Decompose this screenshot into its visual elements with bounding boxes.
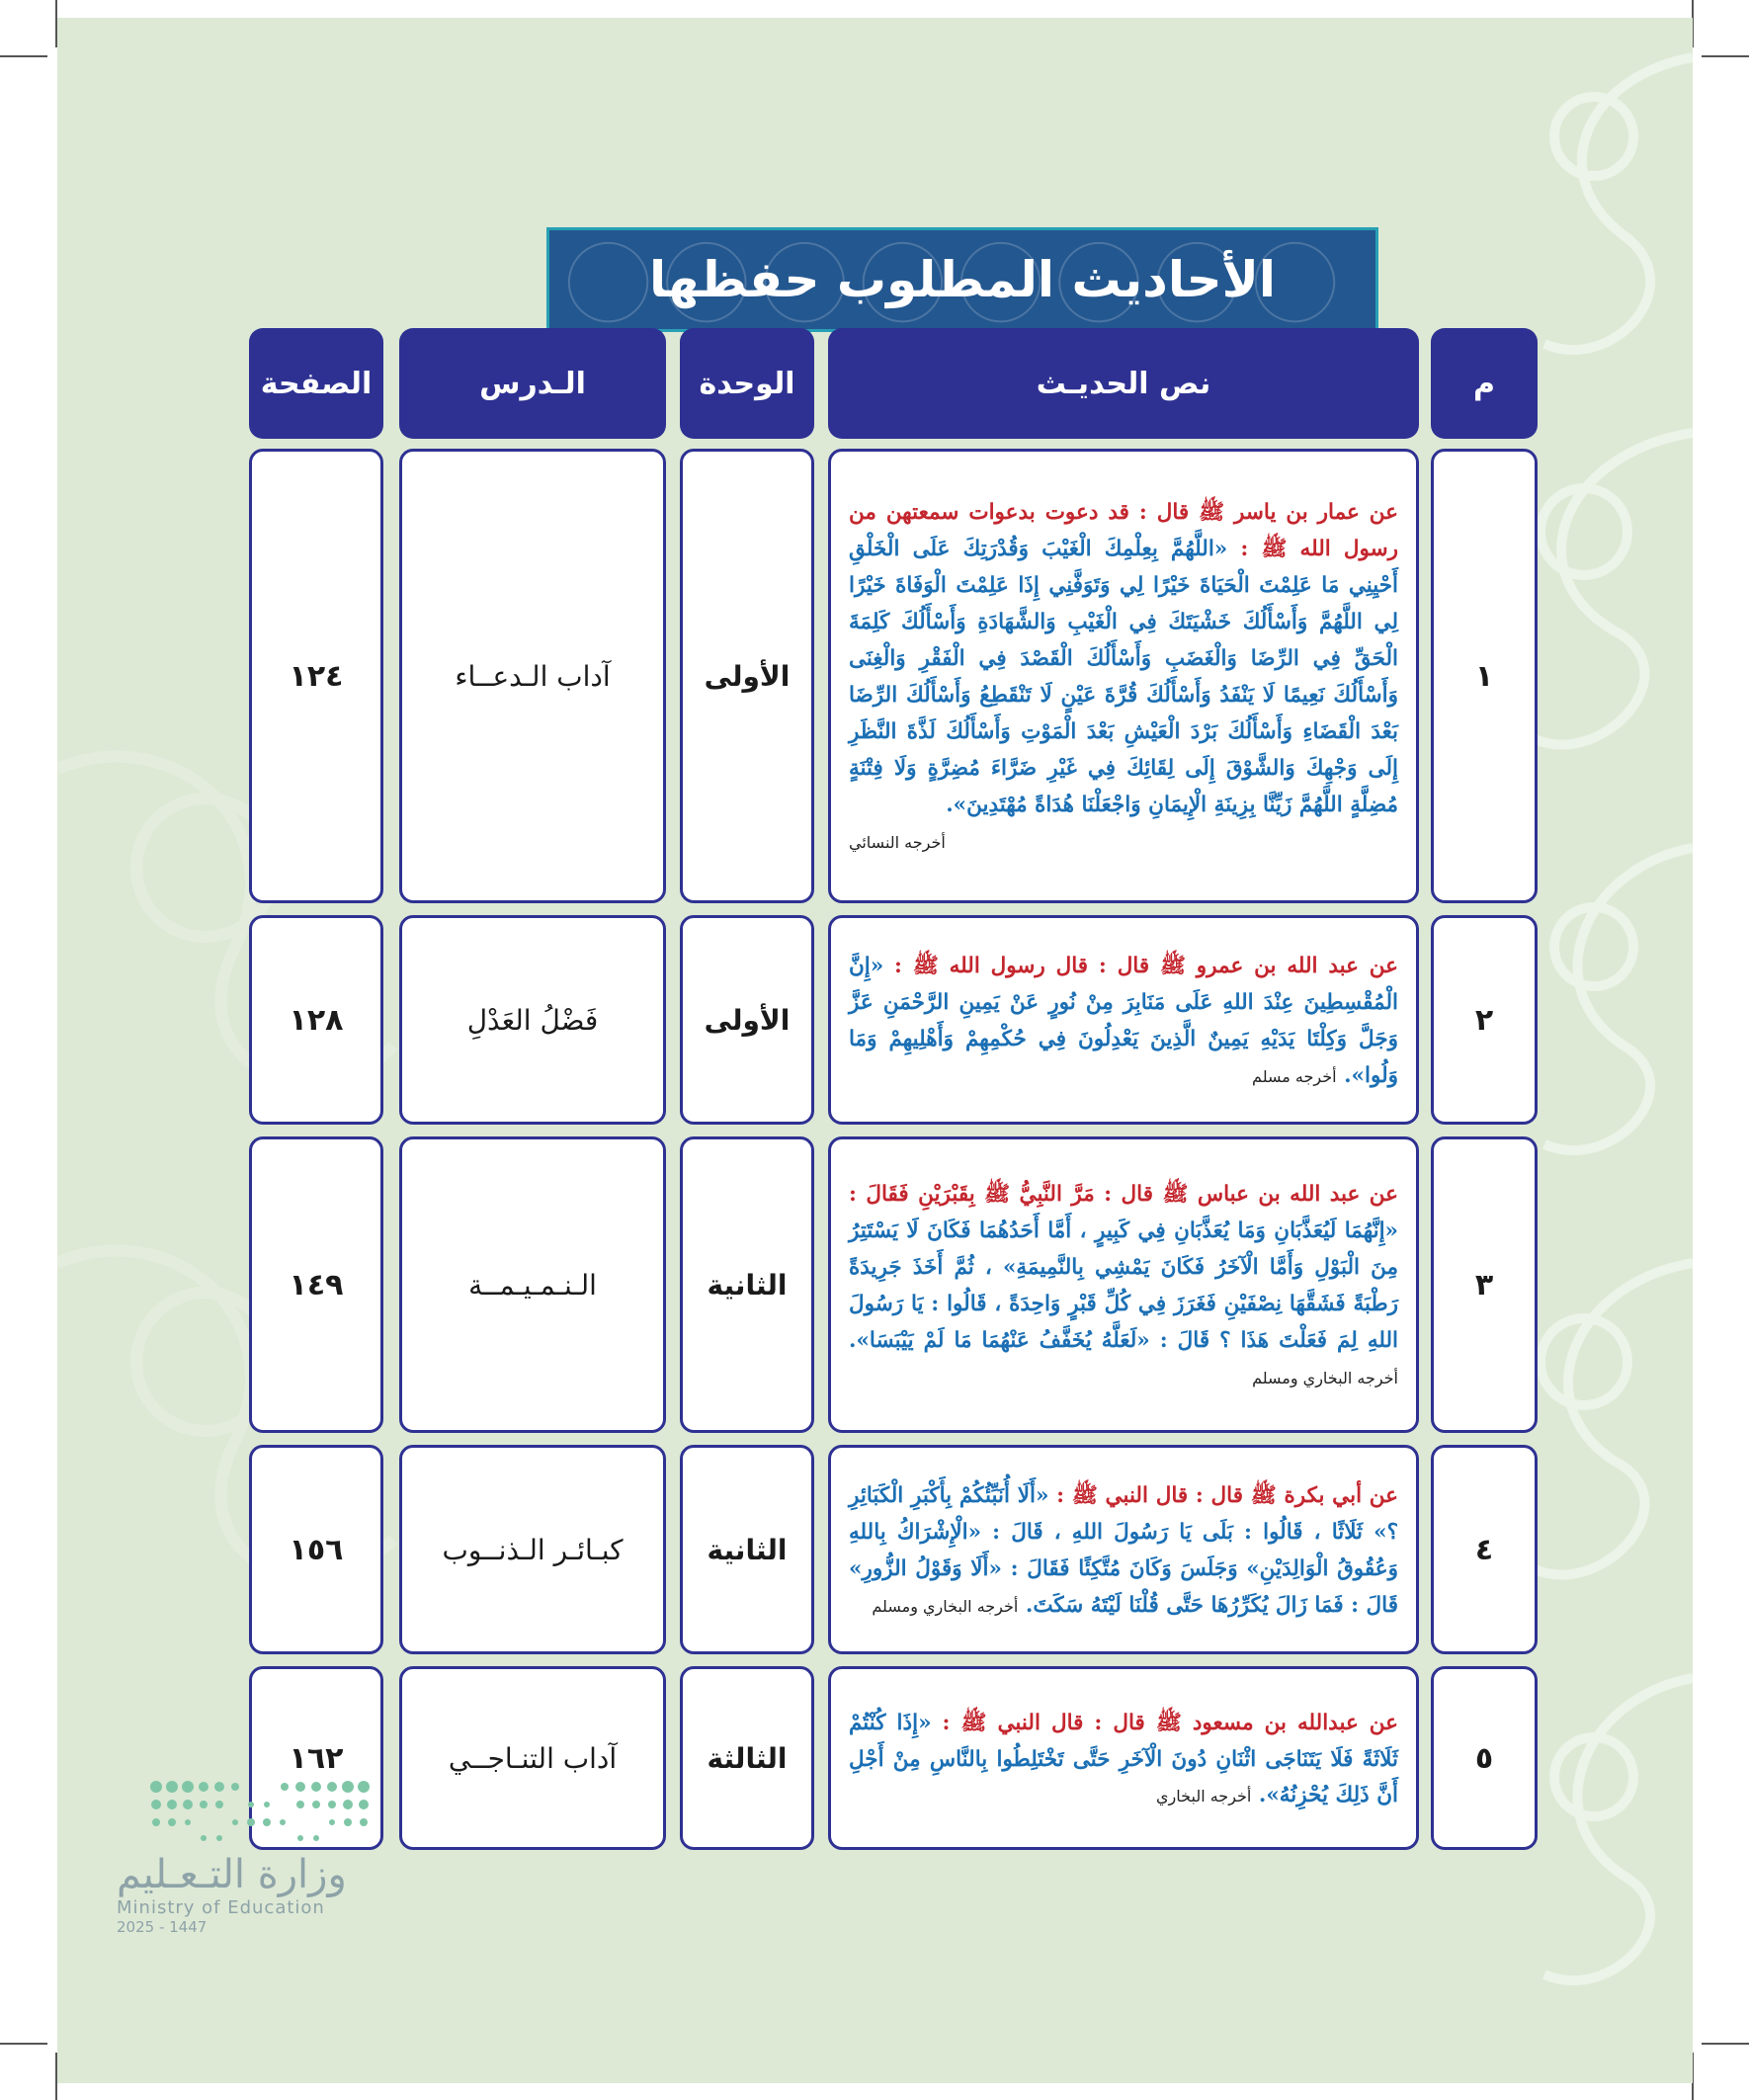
logo-year: 2025 - 1447 [117,1918,208,1936]
row-index: ١ [1474,658,1494,694]
lesson-value: آداب التنـاجــي [448,1741,618,1775]
hadith-intro: عن عبد الله بن عمرو ﷺ قال : قال رسول الله ﷺ : [894,954,1398,979]
header-page [249,328,383,439]
unit-value: الأولى [704,659,791,693]
hadith-body: «اللَّهُمَّ بِعِلْمِكَ الْغَيْبَ وَقُدْرَتِكَ عَلَى الْخَلْقِ أَحْيِنِي مَا عَلِمْتَ الْحَيَاةَ خَيْرًا لِي وَتَوَفَّنِي إِذَا عَلِمْتَ الْوَفَاةَ خَيْرًا لِي اللَّهُمَّ وَأَسْأَلُكَ خَشْيَتَكَ فِي الْغَيْبِ وَالشَّهَادَةِ وَأَسْأَلُكَ كَلِمَةَ الْحَقِّ فِي الرِّضَا وَالْغَضَبِ وَأَسْأَلُكَ الْقَصْدَ فِي الْفَقْرِ وَالْغِنَى وَأَسْأَلُكَ نَعِيمًا لَا يَنْفَدُ وَأَسْأَلُكَ قُرَّةَ عَيْنٍ لَا تَنْقَطِعُ وَأَسْأَلُكَ الرِّضَا بَعْدَ الْقَضَاءِ وَأَسْأَلُكَ بَرْدَ الْعَيْشِ بَعْدَ الْمَوْتِ وَأَسْأَلُكَ لَذَّةَ النَّظَرِ إِلَى وَجْهِكَ وَالشَّوْقَ إِلَى لِقَائِكَ فِي غَيْرِ ضَرَّاءَ مُضِرَّةٍ وَلَا فِتْنَةٍ مُضِلَّةٍ اللَّهُمَّ زَيِّنَّا بِزِينَةِ الْإِيمَانِ وَاجْعَلْنَا هُدَاةً مُهْتَدِينَ». [849,537,1398,817]
lesson-cell [399,1445,666,1654]
logo-arabic: وزارة التـعـليم [117,1852,347,1897]
lesson-value: فَضْلُ العَدْلِ [466,1003,599,1037]
header-hadith-text-label: نص الحديـث [1036,366,1211,401]
hadith-text [831,479,1416,873]
page [57,18,1693,2083]
row-index: ٣ [1474,1267,1494,1302]
unit-value: الثالثة [707,1741,788,1775]
crop-mark [1702,2043,1749,2045]
header-lesson [399,328,666,439]
hadith-body: «إِنَّهُمَا لَيُعَذَّبَانِ وَمَا يُعَذَّبَانِ فِي كَبِيرٍ ، أَمَّا أَحَدُهُمَا فَكَانَ لَا يَسْتَتِرُ مِنَ الْبَوْلِ وَأَمَّا الْآخَرُ فَكَانَ يَمْشِي بِالنَّمِيمَةِ» ، ثُمَّ أَخَذَ جَرِيدَةً رَطْبَةً فَشَقَّهَا نِصْفَيْنِ فَغَرَزَ فِي كُلِّ قَبْرٍ وَاحِدَةً ، قَالُوا : يَا رَسُولَ اللهِ لِمَ فَعَلْتَ هَذَا ؟ قَالَ : «لَعَلَّهُ يُخَفَّفُ عَنْهُمَا مَا لَمْ يَيْبَسَا». [849,1218,1398,1353]
header-index-label: م [1473,366,1495,401]
hadith-intro: عن عبد الله بن عباس ﷺ قال : مَرَّ النَّبِيُّ ﷺ بِقَبْرَيْنِ فَقَالَ : [849,1182,1398,1208]
table-row-index [1431,915,1538,1125]
crop-mark [0,2043,47,2045]
hadith-intro: عن عبدالله بن مسعود ﷺ قال : قال النبي ﷺ : [942,1710,1398,1735]
lesson-value: آداب الـدعــاء [455,659,611,693]
hadith-cell [828,449,1419,903]
lesson-cell [399,915,666,1125]
row-index: ٥ [1474,1740,1494,1776]
ministry-logo [117,1777,374,1936]
lesson-cell [399,1136,666,1433]
header-unit [680,328,814,439]
hadith-source: أخرجه البخاري ومسلم [1252,1368,1398,1387]
hadith-intro: عن أبي بكرة ﷺ قال : قال النبي ﷺ : [1056,1483,1398,1509]
lesson-value: الـنـمـيـمــة [468,1268,597,1302]
unit-value: الثانية [707,1268,788,1302]
page-title: الأحاديث المطلوب حفظها [649,251,1277,308]
page-value: ١٢٨ [289,1002,344,1038]
table-row-index [1431,1445,1538,1654]
hadith-cell [828,915,1419,1125]
hadith-text [831,1690,1416,1827]
unit-value: الثانية [707,1533,788,1566]
header-unit-label: الوحدة [699,366,795,401]
table-row-index [1431,449,1538,903]
hadith-text [831,1463,1416,1637]
unit-cell [680,915,814,1125]
hadith-cell [828,1666,1419,1850]
page-cell [249,915,383,1125]
lesson-cell [399,449,666,903]
unit-cell [680,449,814,903]
page-value: ١٢٤ [289,658,344,694]
hadith-cell [828,1136,1419,1433]
header-lesson-label: الـدرس [479,366,586,401]
title-banner [546,227,1378,332]
hadith-text [831,933,1416,1107]
hadith-source: أخرجه النسائي [849,832,946,852]
crop-mark [0,55,47,57]
logo-dots-icon [146,1777,374,1846]
page-value: ١٥٦ [289,1532,344,1567]
page-value: ١٤٩ [289,1267,344,1302]
hadith-source: أخرجه البخاري [1156,1787,1252,1806]
header-page-label: الصفحة [260,366,373,401]
table-row-index [1431,1136,1538,1433]
header-index [1431,328,1538,439]
hadith-body: «أَلَا أُنَبِّئُكُمْ بِأَكْبَرِ الْكَبَائِرِ ؟» ثَلَاثًا ، قَالُوا : بَلَى يَا رَسُولَ اللهِ ، قَالَ : «الْإِشْرَاكُ بِاللهِ وَعُقُوقُ الْوَالِدَيْنِ» وَجَلَسَ وَكَانَ مُتَّكِئًا فَقَالَ : «أَلَا وَقَوْلُ الزُّورِ» قَالَ : فَمَا زَالَ يُكَرِّرُهَا حَتَّى قُلْنَا لَيْتَهُ سَكَتَ. [849,1483,1398,1618]
hadith-source: أخرجه مسلم [1252,1066,1337,1086]
hadith-body: «إِنَّ الْمُقْسِطِينَ عِنْدَ اللهِ عَلَى مَنَابِرَ مِنْ نُورٍ عَنْ يَمِينِ الرَّحْمَنِ عَزَّ وَجَلَّ وَكِلْتَا يَدَيْهِ يَمِينٌ الَّذِينَ يَعْدِلُونَ فِي حُكْمِهِمْ وَأَهْلِيهِمْ وَمَا وَلُوا». [849,954,1398,1088]
lesson-cell [399,1666,666,1850]
unit-value: الأولى [704,1003,791,1037]
lesson-value: كبـائـر الـذنــوب [442,1533,624,1566]
page-value: ١٦٢ [289,1740,344,1776]
hadith-body: «إِذَا كُنْتُمْ ثَلَاثَةً فَلَا يَتَنَاجَى اثْنَانِ دُونَ الْآخَرِ حَتَّى تَخْتَلِطُوا بِالنَّاسِ مِنْ أَجْلِ أَنَّ ذَلِكَ يُحْزِنُهُ». [849,1710,1398,1808]
row-index: ٢ [1474,1002,1494,1038]
unit-cell [680,1445,814,1654]
unit-cell [680,1136,814,1433]
hadith-intro: عن عمار بن ياسر ﷺ قال : قد دعوت بدعوات سمعتهن من رسول الله ﷺ : [849,500,1398,562]
page-cell [249,1445,383,1654]
hadith-text [831,1161,1416,1408]
row-index: ٤ [1474,1532,1494,1567]
hadith-source: أخرجه البخاري ومسلم [872,1596,1019,1616]
header-hadith-text [828,328,1419,439]
page-cell [249,449,383,903]
page-cell [249,1136,383,1433]
hadith-cell [828,1445,1419,1654]
unit-cell [680,1666,814,1850]
crop-mark [1702,55,1749,57]
logo-english: Ministry of Education [117,1897,325,1918]
table-row-index [1431,1666,1538,1850]
